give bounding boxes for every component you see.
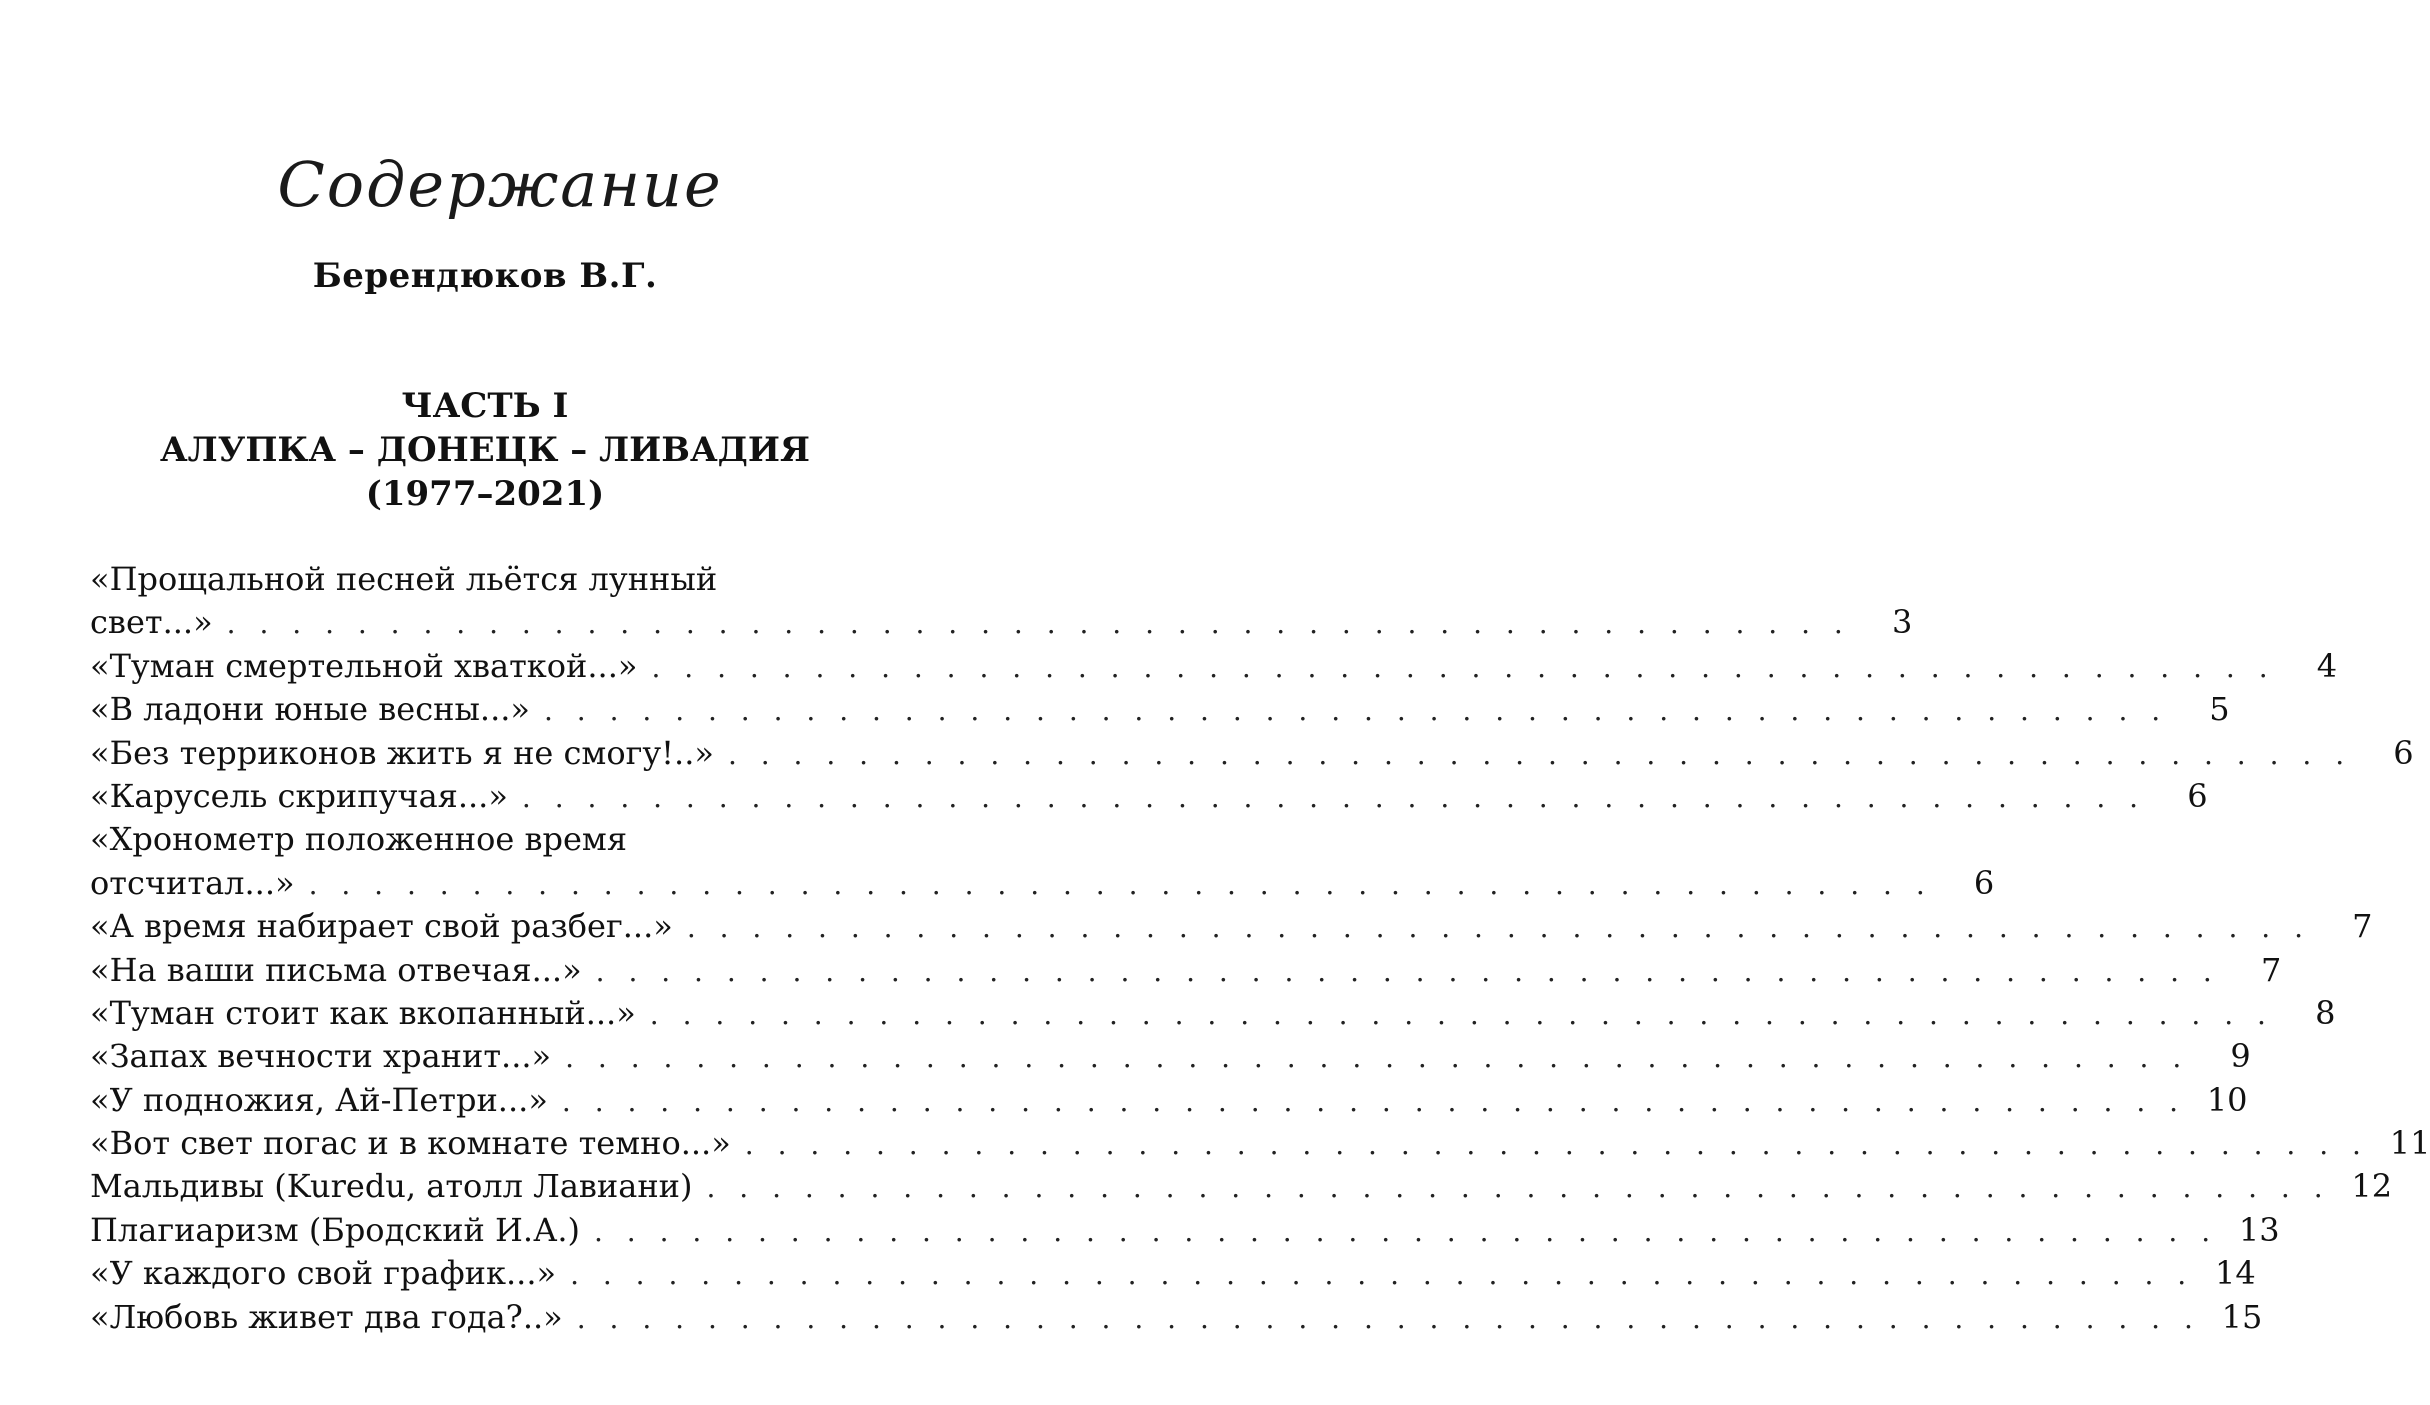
toc-entry-title: «У каждого свой график...» (90, 1254, 557, 1293)
toc-page-number: 6 (2393, 733, 2414, 772)
toc-line (90, 905, 2373, 948)
dot-leader: . . . . . . . . . . . . . . . . . . . . . . . . . . . . . . . . . . . . . . . . . . . . . . . . . . (706, 1171, 2331, 1205)
part-number: ЧАСТЬ I (401, 386, 569, 426)
toc-entry-title: свет...» (90, 603, 213, 642)
toc-line (90, 1079, 2248, 1122)
dot-leader: . . . . . . . . . . . . . . . . . . . . . . . . . . . . . . . . . . . . . . . . . . . . . . . . . . (593, 1214, 2218, 1248)
toc-entry-title: «Хронометр положенное время (90, 820, 627, 859)
toc-line (90, 1122, 2430, 1165)
toc-line (90, 1035, 2251, 1078)
dot-leader: . . . . . . . . . . . . . . . . . . . . . . . . . . . . . . . . . . . . . . . . . . . . . . . . . . (308, 867, 1933, 901)
toc-line (90, 645, 2338, 688)
toc-line (90, 992, 2336, 1035)
contents-heading: Содержание (277, 148, 723, 221)
toc-entry-title: «Туман стоит как вкопанный...» (90, 993, 636, 1032)
toc-page-number: 13 (2238, 1210, 2280, 1249)
toc-entry[interactable] (90, 1209, 2280, 1252)
toc-entry-title: Мальдивы (Kuredu, атолл Лавиани) (90, 1167, 693, 1206)
part-heading (0, 384, 970, 516)
toc-line (90, 1209, 2280, 1252)
dot-leader: . . . . . . . . . . . . . . . . . . . . . . . . . . . . . . . . . . . . . . . . . . . . . . . . . . (595, 954, 2220, 988)
toc-entry-title: «Прощальной песней льётся лунный (90, 560, 718, 598)
toc-entry[interactable] (90, 775, 2208, 818)
toc-page-number: 6 (1973, 863, 1995, 902)
toc-entry-title: «Карусель скрипучая...» (90, 776, 508, 815)
toc-entry[interactable] (90, 732, 2414, 775)
part-title: АЛУПКА – ДОНЕЦК – ЛИВАДИЯ (159, 430, 811, 470)
dot-leader: . . . . . . . . . . . . . . . . . . . . . . . . . . . . . . . . . . . . . . . . . . . . . . . . . . (649, 997, 2274, 1031)
dot-leader: . . . . . . . . . . . . . . . . . . . . . . . . . . . . . . . . . . . . . . . . . . . . . . . . . . (651, 650, 2276, 684)
toc-entry-title: «А время набирает свой разбег...» (90, 907, 673, 946)
toc-line (90, 949, 2282, 992)
toc-entry[interactable] (90, 645, 2338, 688)
toc-page-number: 7 (2260, 950, 2282, 989)
toc-page-number: 7 (2352, 907, 2373, 946)
toc-entry[interactable] (90, 949, 2282, 992)
dot-leader: . . . . . . . . . . . . . . . . . . . . . . . . . . . . . . . . . . . . . . . . . . . . . . . . . . (544, 694, 2168, 728)
dot-leader: . . . . . . . . . . . . . . . . . . . . . . . . . . . . . . . . . . . . . . . . . . . . . . . . . . (561, 1084, 2186, 1118)
toc-entry[interactable] (90, 1035, 2251, 1078)
toc-page-number: 15 (2221, 1297, 2263, 1336)
toc-entry[interactable] (90, 905, 2373, 948)
toc-entry[interactable] (90, 558, 1913, 645)
dot-leader: . . . . . . . . . . . . . . . . . . . . . . . . . . . . . . . . . . . . . . . . . . . . . . . . . . (744, 1128, 2369, 1162)
toc-page-number: 8 (2315, 993, 2336, 1032)
toc-entry-title: «Туман смертельной хваткой...» (90, 646, 638, 685)
toc-page-number: 4 (2316, 646, 2338, 685)
toc-entry-title: «Любовь живет два года?..» (90, 1297, 563, 1336)
toc-entry-title: «Запах вечности хранит...» (90, 1037, 552, 1076)
toc-page-number: 10 (2206, 1080, 2248, 1119)
toc-entry[interactable] (90, 818, 1995, 905)
toc-line (90, 1165, 2393, 1208)
table-of-contents (90, 558, 2430, 1339)
author-name: Берендюков В.Г. (312, 256, 658, 296)
toc-entry-title: Плагиаризм (Бродский И.А.) (90, 1210, 580, 1249)
toc-line (90, 601, 1913, 644)
dot-leader: . . . . . . . . . . . . . . . . . . . . . . . . . . . . . . . . . . . . . . . . . . . . . . . . . . (570, 1258, 2194, 1292)
toc-entry[interactable] (90, 688, 2230, 731)
toc-entry-title: «У подножия, Ай-Петри...» (90, 1080, 548, 1119)
toc-line (90, 558, 890, 601)
dot-leader: . . . . . . . . . . . . . . . . . . . . . . . . . . . . . . . . . . . . . . . . . . . . . . . . . . (686, 911, 2311, 945)
toc-line (90, 732, 2414, 775)
toc-page-number: 12 (2351, 1167, 2393, 1206)
toc-entry-title: отсчитал...» (90, 863, 295, 902)
toc-entry[interactable] (90, 1165, 2393, 1208)
toc-line (90, 688, 2230, 731)
dot-leader: . . . . . . . . . . . . . . . . . . . . . . . . . . . . . . . . . . . . . . . . . . . . . . . . . . (565, 1041, 2189, 1075)
toc-page-number: 9 (2230, 1037, 2251, 1076)
toc-entry-title: «Без терриконов жить я не смогу!..» (90, 733, 714, 772)
toc-line (90, 818, 890, 861)
toc-entry[interactable] (90, 1122, 2430, 1165)
toc-line (90, 1252, 2256, 1295)
toc-entry-title: «В ладони юные весны...» (90, 690, 530, 729)
toc-entry[interactable] (90, 1079, 2248, 1122)
toc-entry[interactable] (90, 992, 2336, 1035)
toc-line (90, 775, 2208, 818)
toc-entry[interactable] (90, 1252, 2256, 1295)
toc-entry-title: «На ваши письма отвечая...» (90, 950, 582, 989)
toc-entry[interactable] (90, 1296, 2263, 1339)
dot-leader: . . . . . . . . . . . . . . . . . . . . . . . . . . . . . . . . . . . . . . . . . . . . . . . . . . (521, 780, 2146, 814)
toc-page-number: 5 (2209, 690, 2230, 729)
dot-leader: . . . . . . . . . . . . . . . . . . . . . . . . . . . . . . . . . . . . . . . . . . . . . . . . . . (226, 607, 1851, 641)
toc-entry-title: «Вот свет погас и в комнате темно...» (90, 1124, 731, 1163)
toc-page-number: 6 (2187, 776, 2208, 815)
toc-page-number: 11 (2389, 1124, 2430, 1163)
toc-page-number: 3 (1891, 603, 1913, 642)
toc-page-number: 14 (2214, 1254, 2256, 1293)
dot-leader: . . . . . . . . . . . . . . . . . . . . . . . . . . . . . . . . . . . . . . . . . . . . . . . . . . (727, 737, 2352, 771)
toc-line (90, 1296, 2263, 1339)
part-years: (1977–2021) (365, 474, 605, 514)
dot-leader: . . . . . . . . . . . . . . . . . . . . . . . . . . . . . . . . . . . . . . . . . . . . . . . . . . (576, 1301, 2201, 1335)
toc-line (90, 862, 1995, 905)
